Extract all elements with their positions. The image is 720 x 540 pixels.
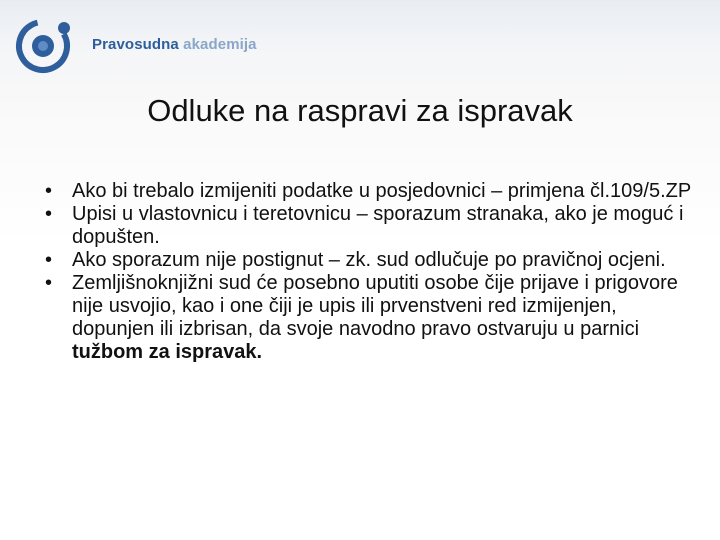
bullet-bold-text: tužbom za ispravak. xyxy=(72,341,263,363)
bullet-item xyxy=(45,180,695,203)
slide-header xyxy=(0,0,720,90)
bullet-marker: • xyxy=(45,203,53,225)
bullet-marker: • xyxy=(45,249,53,271)
bullet-text: Ako bi trebalo izmijeniti podatke u posjedovnici – primjena čl.109/5.ZP xyxy=(72,180,692,202)
bullet-text: Zemljišnoknjižni sud će posebno uputiti osobe čije prijave i prigovore nije usvojio, kao i one čiji je upis ili prvenstveni red izmijenjen, dopunjen ili izbrisan, da svoje navodno pravo ostvaruju u parnici xyxy=(72,272,678,340)
bullet-marker: • xyxy=(45,180,53,202)
logo-wordmark xyxy=(92,36,257,53)
logo-word-akademija: akademija xyxy=(183,36,257,53)
bullet-item xyxy=(45,203,695,249)
logo-word-pravosudna: Pravosudna xyxy=(92,36,179,53)
pravosudna-akademija-logo-icon xyxy=(12,14,78,76)
bullet-text: Ako sporazum nije postignut – zk. sud odlučuje po pravičnoj ocjeni. xyxy=(72,249,666,271)
bullet-marker: • xyxy=(45,272,53,294)
bullet-item xyxy=(45,249,695,272)
bullet-text: Upisi u vlastovnicu i teretovnicu – sporazum stranaka, ako je moguć i dopušten. xyxy=(72,203,684,248)
bullet-list xyxy=(45,180,695,364)
bullet-item xyxy=(45,272,695,364)
slide-title: Odluke na raspravi za ispravak xyxy=(147,93,573,128)
